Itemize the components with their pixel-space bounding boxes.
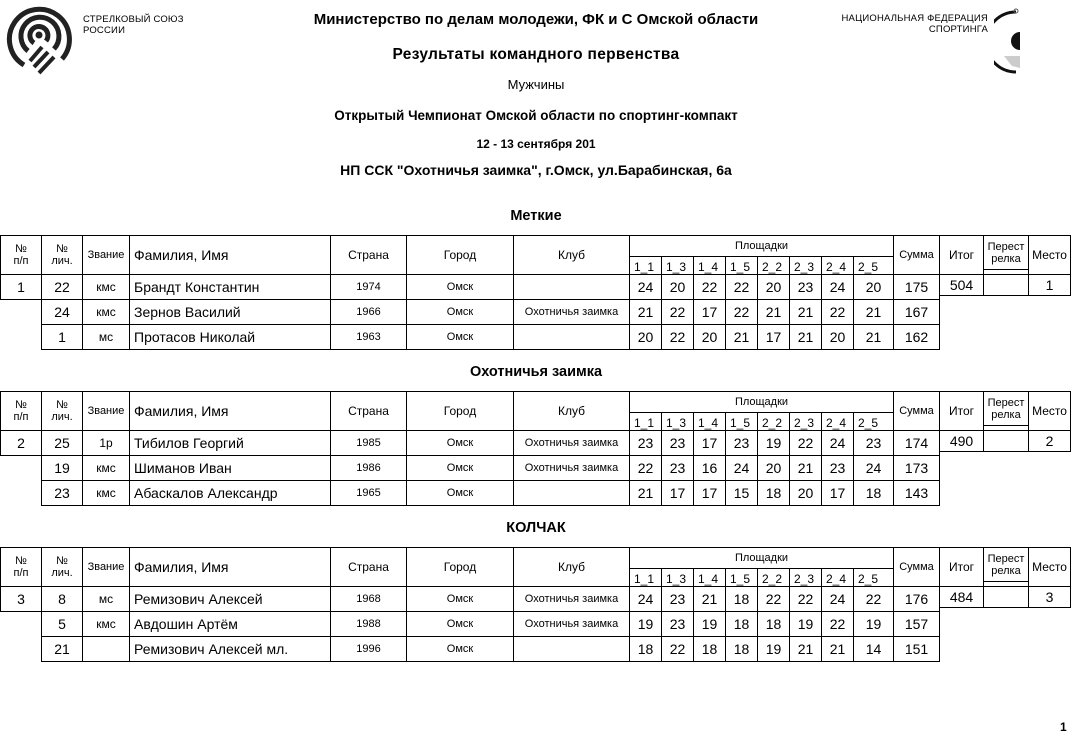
athlete-score: 22 — [789, 430, 822, 456]
header-pp-line2: п/п — [13, 567, 29, 579]
header-place: Место — [1028, 235, 1071, 275]
athlete-score: 17 — [693, 299, 726, 325]
header-ranges: Площадки — [629, 235, 894, 257]
header-lic-line1: № — [56, 555, 68, 567]
athlete-country: 1988 — [330, 611, 407, 637]
athlete-license: 25 — [41, 430, 83, 456]
header-lic — [41, 547, 83, 587]
athlete-score: 22 — [789, 586, 822, 612]
athlete-country: 1986 — [330, 455, 407, 481]
header-range: 2_2 — [757, 568, 790, 587]
athlete-name: Шиманов Иван — [129, 455, 331, 481]
header-range: 2_2 — [757, 412, 790, 431]
athlete-score: 23 — [789, 274, 822, 300]
athlete-score: 20 — [757, 274, 790, 300]
athlete-score: 22 — [821, 299, 854, 325]
header-ranges: Площадки — [629, 391, 894, 413]
athlete-score: 21 — [789, 299, 822, 325]
header-range: 2_3 — [789, 412, 822, 431]
header-shootoff — [983, 235, 1029, 270]
athlete-score: 15 — [725, 480, 758, 506]
header-range: 2_4 — [821, 568, 854, 587]
athlete-name: Тибилов Георгий — [129, 430, 331, 456]
org-right-line1: НАЦИОНАЛЬНАЯ ФЕДЕРАЦИЯ — [841, 13, 988, 24]
athlete-score: 18 — [757, 611, 790, 637]
header-range: 1_3 — [661, 568, 694, 587]
header-range: 2_2 — [757, 256, 790, 275]
athlete-sum: 157 — [893, 611, 940, 637]
athlete-score: 17 — [693, 430, 726, 456]
athlete-score: 20 — [853, 274, 894, 300]
header-range: 2_5 — [853, 568, 894, 587]
header-range: 1_1 — [629, 568, 662, 587]
page-number: 1 — [1060, 720, 1067, 734]
athlete-sum: 151 — [893, 636, 940, 662]
header-range: 1_5 — [725, 412, 758, 431]
header-range: 2_3 — [789, 568, 822, 587]
athlete-club: Охотничья заимка — [513, 430, 630, 456]
athlete-score: 24 — [629, 586, 662, 612]
header-range: 2_5 — [853, 412, 894, 431]
org-right-line2: СПОРТИНГА — [928, 24, 988, 35]
header-rank: Звание — [82, 547, 130, 587]
athlete-license: 22 — [41, 274, 83, 300]
header-range: 1_3 — [661, 256, 694, 275]
header-pp-line2: п/п — [13, 255, 29, 267]
header-pp-line1: № — [15, 399, 27, 411]
team-place: 1 — [1028, 274, 1071, 296]
athlete-club — [513, 636, 630, 662]
athlete-score: 17 — [757, 324, 790, 350]
org-left-line1: СТРЕЛКОВЫЙ СОЮЗ — [83, 14, 184, 25]
athlete-rank: кмс — [82, 480, 130, 506]
athlete-license: 23 — [41, 480, 83, 506]
header-lic-line1: № — [56, 243, 68, 255]
header-shootoff-line2: релка — [991, 408, 1021, 421]
athlete-name: Авдошин Артём — [129, 611, 331, 637]
athlete-city: Омск — [406, 299, 514, 325]
athlete-score: 20 — [629, 324, 662, 350]
header-city: Город — [406, 547, 514, 587]
athlete-score: 17 — [661, 480, 694, 506]
athlete-name: Зернов Василий — [129, 299, 331, 325]
athlete-club — [513, 324, 630, 350]
athlete-sum: 167 — [893, 299, 940, 325]
athlete-name: Протасов Николай — [129, 324, 331, 350]
team-place: 2 — [1028, 430, 1071, 452]
athlete-license: 8 — [41, 586, 83, 612]
athlete-country: 1966 — [330, 299, 407, 325]
header-lic-line2: лич. — [51, 255, 73, 267]
athlete-score: 21 — [725, 324, 758, 350]
header-shootoff-line1: Перест — [987, 240, 1025, 253]
header-name: Фамилия, Имя — [129, 391, 331, 431]
athlete-name: Брандт Константин — [129, 274, 331, 300]
athlete-score: 23 — [661, 430, 694, 456]
header-place: Место — [1028, 547, 1071, 587]
athlete-license: 19 — [41, 455, 83, 481]
team-shootoff — [983, 430, 1029, 452]
header-city: Город — [406, 391, 514, 431]
header-total: Итог — [939, 235, 984, 275]
header-city: Город — [406, 235, 514, 275]
header-club: Клуб — [513, 235, 630, 275]
header-range: 1_3 — [661, 412, 694, 431]
athlete-score: 18 — [725, 636, 758, 662]
athlete-sum: 175 — [893, 274, 940, 300]
header-range: 1_4 — [693, 568, 726, 587]
team-shootoff — [983, 274, 1029, 296]
team-pp: 3 — [0, 586, 42, 612]
athlete-rank: мс — [82, 324, 130, 350]
page-title: Результаты командного первенства — [392, 46, 680, 63]
athlete-score: 23 — [853, 430, 894, 456]
athlete-rank: кмс — [82, 299, 130, 325]
header-shootoff — [983, 547, 1029, 582]
header-lic — [41, 391, 83, 431]
athlete-club — [513, 480, 630, 506]
athlete-score: 23 — [629, 430, 662, 456]
athlete-score: 20 — [693, 324, 726, 350]
header-range: 2_5 — [853, 256, 894, 275]
athlete-license: 5 — [41, 611, 83, 637]
header-club: Клуб — [513, 391, 630, 431]
championship-title: Открытый Чемпионат Омской области по спортинг-компакт — [334, 108, 738, 123]
header-range: 2_4 — [821, 256, 854, 275]
header-pp-line2: п/п — [13, 411, 29, 423]
gender-label: Мужчины — [507, 77, 565, 92]
athlete-score: 21 — [789, 455, 822, 481]
athlete-sum: 162 — [893, 324, 940, 350]
athlete-rank: кмс — [82, 611, 130, 637]
athlete-score: 16 — [693, 455, 726, 481]
athlete-score: 18 — [693, 636, 726, 662]
header-shootoff-line2: релка — [991, 252, 1021, 265]
event-venue: НП ССК "Охотничья заимка", г.Омск, ул.Барабинская, 6а — [340, 162, 732, 178]
athlete-license: 21 — [41, 636, 83, 662]
athlete-score: 22 — [693, 274, 726, 300]
athlete-score: 22 — [661, 299, 694, 325]
athlete-rank: кмс — [82, 274, 130, 300]
athlete-score: 22 — [661, 324, 694, 350]
team-total: 484 — [939, 586, 984, 608]
athlete-city: Омск — [406, 611, 514, 637]
header-name: Фамилия, Имя — [129, 547, 331, 587]
athlete-club: Охотничья заимка — [513, 455, 630, 481]
header-shootoff-line1: Перест — [987, 396, 1025, 409]
athlete-city: Омск — [406, 586, 514, 612]
athlete-rank: мс — [82, 586, 130, 612]
header-sum: Сумма — [893, 235, 940, 275]
athlete-score: 21 — [853, 299, 894, 325]
header-pp — [0, 391, 42, 431]
header-club: Клуб — [513, 547, 630, 587]
header-range: 2_4 — [821, 412, 854, 431]
header-pp-line1: № — [15, 243, 27, 255]
athlete-score: 19 — [789, 611, 822, 637]
athlete-city: Омск — [406, 430, 514, 456]
athlete-score: 24 — [725, 455, 758, 481]
athlete-score: 21 — [629, 480, 662, 506]
athlete-score: 21 — [693, 586, 726, 612]
header-range: 1_5 — [725, 568, 758, 587]
athlete-country: 1985 — [330, 430, 407, 456]
athlete-score: 18 — [757, 480, 790, 506]
header-shootoff — [983, 391, 1029, 426]
athlete-score: 22 — [725, 299, 758, 325]
header-country: Страна — [330, 235, 407, 275]
athlete-license: 24 — [41, 299, 83, 325]
athlete-score: 19 — [757, 430, 790, 456]
athlete-score: 20 — [757, 455, 790, 481]
athlete-club — [513, 274, 630, 300]
header-country: Страна — [330, 547, 407, 587]
athlete-score: 19 — [853, 611, 894, 637]
team-name: Меткие — [510, 208, 562, 224]
athlete-score: 17 — [821, 480, 854, 506]
athlete-name: Ремизович Алексей — [129, 586, 331, 612]
ministry-title: Министерство по делам молодежи, ФК и С Омской области — [313, 11, 759, 28]
athlete-score: 23 — [661, 586, 694, 612]
athlete-rank: кмс — [82, 455, 130, 481]
team-total: 504 — [939, 274, 984, 296]
header-total: Итог — [939, 391, 984, 431]
athlete-rank: 1р — [82, 430, 130, 456]
team-pp: 1 — [0, 274, 42, 300]
athlete-country: 1996 — [330, 636, 407, 662]
athlete-score: 21 — [789, 324, 822, 350]
header-range: 1_1 — [629, 256, 662, 275]
header-pp — [0, 235, 42, 275]
athlete-license: 1 — [41, 324, 83, 350]
athlete-score: 23 — [661, 455, 694, 481]
team-name: КОЛЧАК — [506, 520, 566, 536]
athlete-country: 1963 — [330, 324, 407, 350]
header-country: Страна — [330, 391, 407, 431]
header-pp — [0, 547, 42, 587]
header-range: 1_1 — [629, 412, 662, 431]
athlete-sum: 176 — [893, 586, 940, 612]
athlete-country: 1965 — [330, 480, 407, 506]
header-place: Место — [1028, 391, 1071, 431]
athlete-score: 19 — [757, 636, 790, 662]
header-name: Фамилия, Имя — [129, 235, 331, 275]
header-pp-line1: № — [15, 555, 27, 567]
athlete-name: Абаскалов Александр — [129, 480, 331, 506]
athlete-score: 22 — [661, 636, 694, 662]
athlete-score: 24 — [853, 455, 894, 481]
athlete-score: 17 — [693, 480, 726, 506]
team-name: Охотничья заимка — [469, 364, 603, 380]
athlete-score: 21 — [821, 636, 854, 662]
athlete-city: Омск — [406, 324, 514, 350]
athlete-country: 1968 — [330, 586, 407, 612]
athlete-sum: 143 — [893, 480, 940, 506]
athlete-score: 18 — [853, 480, 894, 506]
athlete-score: 20 — [661, 274, 694, 300]
athlete-score: 23 — [725, 430, 758, 456]
athlete-rank — [82, 636, 130, 662]
athlete-score: 22 — [821, 611, 854, 637]
header-lic — [41, 235, 83, 275]
athlete-sum: 173 — [893, 455, 940, 481]
athlete-score: 22 — [757, 586, 790, 612]
header-lic-line2: лич. — [51, 567, 73, 579]
athlete-score: 18 — [725, 611, 758, 637]
athlete-score: 24 — [821, 274, 854, 300]
header-lic-line2: лич. — [51, 411, 73, 423]
athlete-club: Охотничья заимка — [513, 611, 630, 637]
event-dates: 12 - 13 сентября 201 — [476, 137, 596, 151]
athlete-score: 18 — [725, 586, 758, 612]
athlete-country: 1974 — [330, 274, 407, 300]
athlete-club: Охотничья заимка — [513, 299, 630, 325]
athlete-score: 22 — [725, 274, 758, 300]
athlete-score: 22 — [629, 455, 662, 481]
header-lic-line1: № — [56, 399, 68, 411]
athlete-score: 21 — [789, 636, 822, 662]
athlete-score: 21 — [853, 324, 894, 350]
athlete-score: 14 — [853, 636, 894, 662]
header-shootoff-line1: Перест — [987, 552, 1025, 565]
team-shootoff — [983, 586, 1029, 608]
team-pp: 2 — [0, 430, 42, 456]
header-range: 1_5 — [725, 256, 758, 275]
header-range: 1_4 — [693, 256, 726, 275]
org-left-line2: РОССИИ — [83, 25, 126, 36]
header-shootoff-line2: релка — [991, 564, 1021, 577]
athlete-score: 23 — [821, 455, 854, 481]
header-total: Итог — [939, 547, 984, 587]
athlete-club: Охотничья заимка — [513, 586, 630, 612]
header-sum: Сумма — [893, 547, 940, 587]
athlete-score: 24 — [629, 274, 662, 300]
athlete-score: 18 — [629, 636, 662, 662]
header-range: 2_3 — [789, 256, 822, 275]
team-total: 490 — [939, 430, 984, 452]
athlete-score: 22 — [853, 586, 894, 612]
header-ranges: Площадки — [629, 547, 894, 569]
athlete-score: 23 — [661, 611, 694, 637]
athlete-name: Ремизович Алексей мл. — [129, 636, 331, 662]
athlete-city: Омск — [406, 455, 514, 481]
team-place: 3 — [1028, 586, 1071, 608]
athlete-city: Омск — [406, 480, 514, 506]
header-range: 1_4 — [693, 412, 726, 431]
athlete-score: 20 — [821, 324, 854, 350]
athlete-city: Омск — [406, 274, 514, 300]
athlete-score: 21 — [757, 299, 790, 325]
athlete-score: 19 — [629, 611, 662, 637]
athlete-sum: 174 — [893, 430, 940, 456]
athlete-city: Омск — [406, 636, 514, 662]
header-rank: Звание — [82, 235, 130, 275]
athlete-score: 19 — [693, 611, 726, 637]
athlete-score: 21 — [629, 299, 662, 325]
athlete-score: 20 — [789, 480, 822, 506]
athlete-score: 24 — [821, 586, 854, 612]
athlete-score: 24 — [821, 430, 854, 456]
header-rank: Звание — [82, 391, 130, 431]
header-sum: Сумма — [893, 391, 940, 431]
